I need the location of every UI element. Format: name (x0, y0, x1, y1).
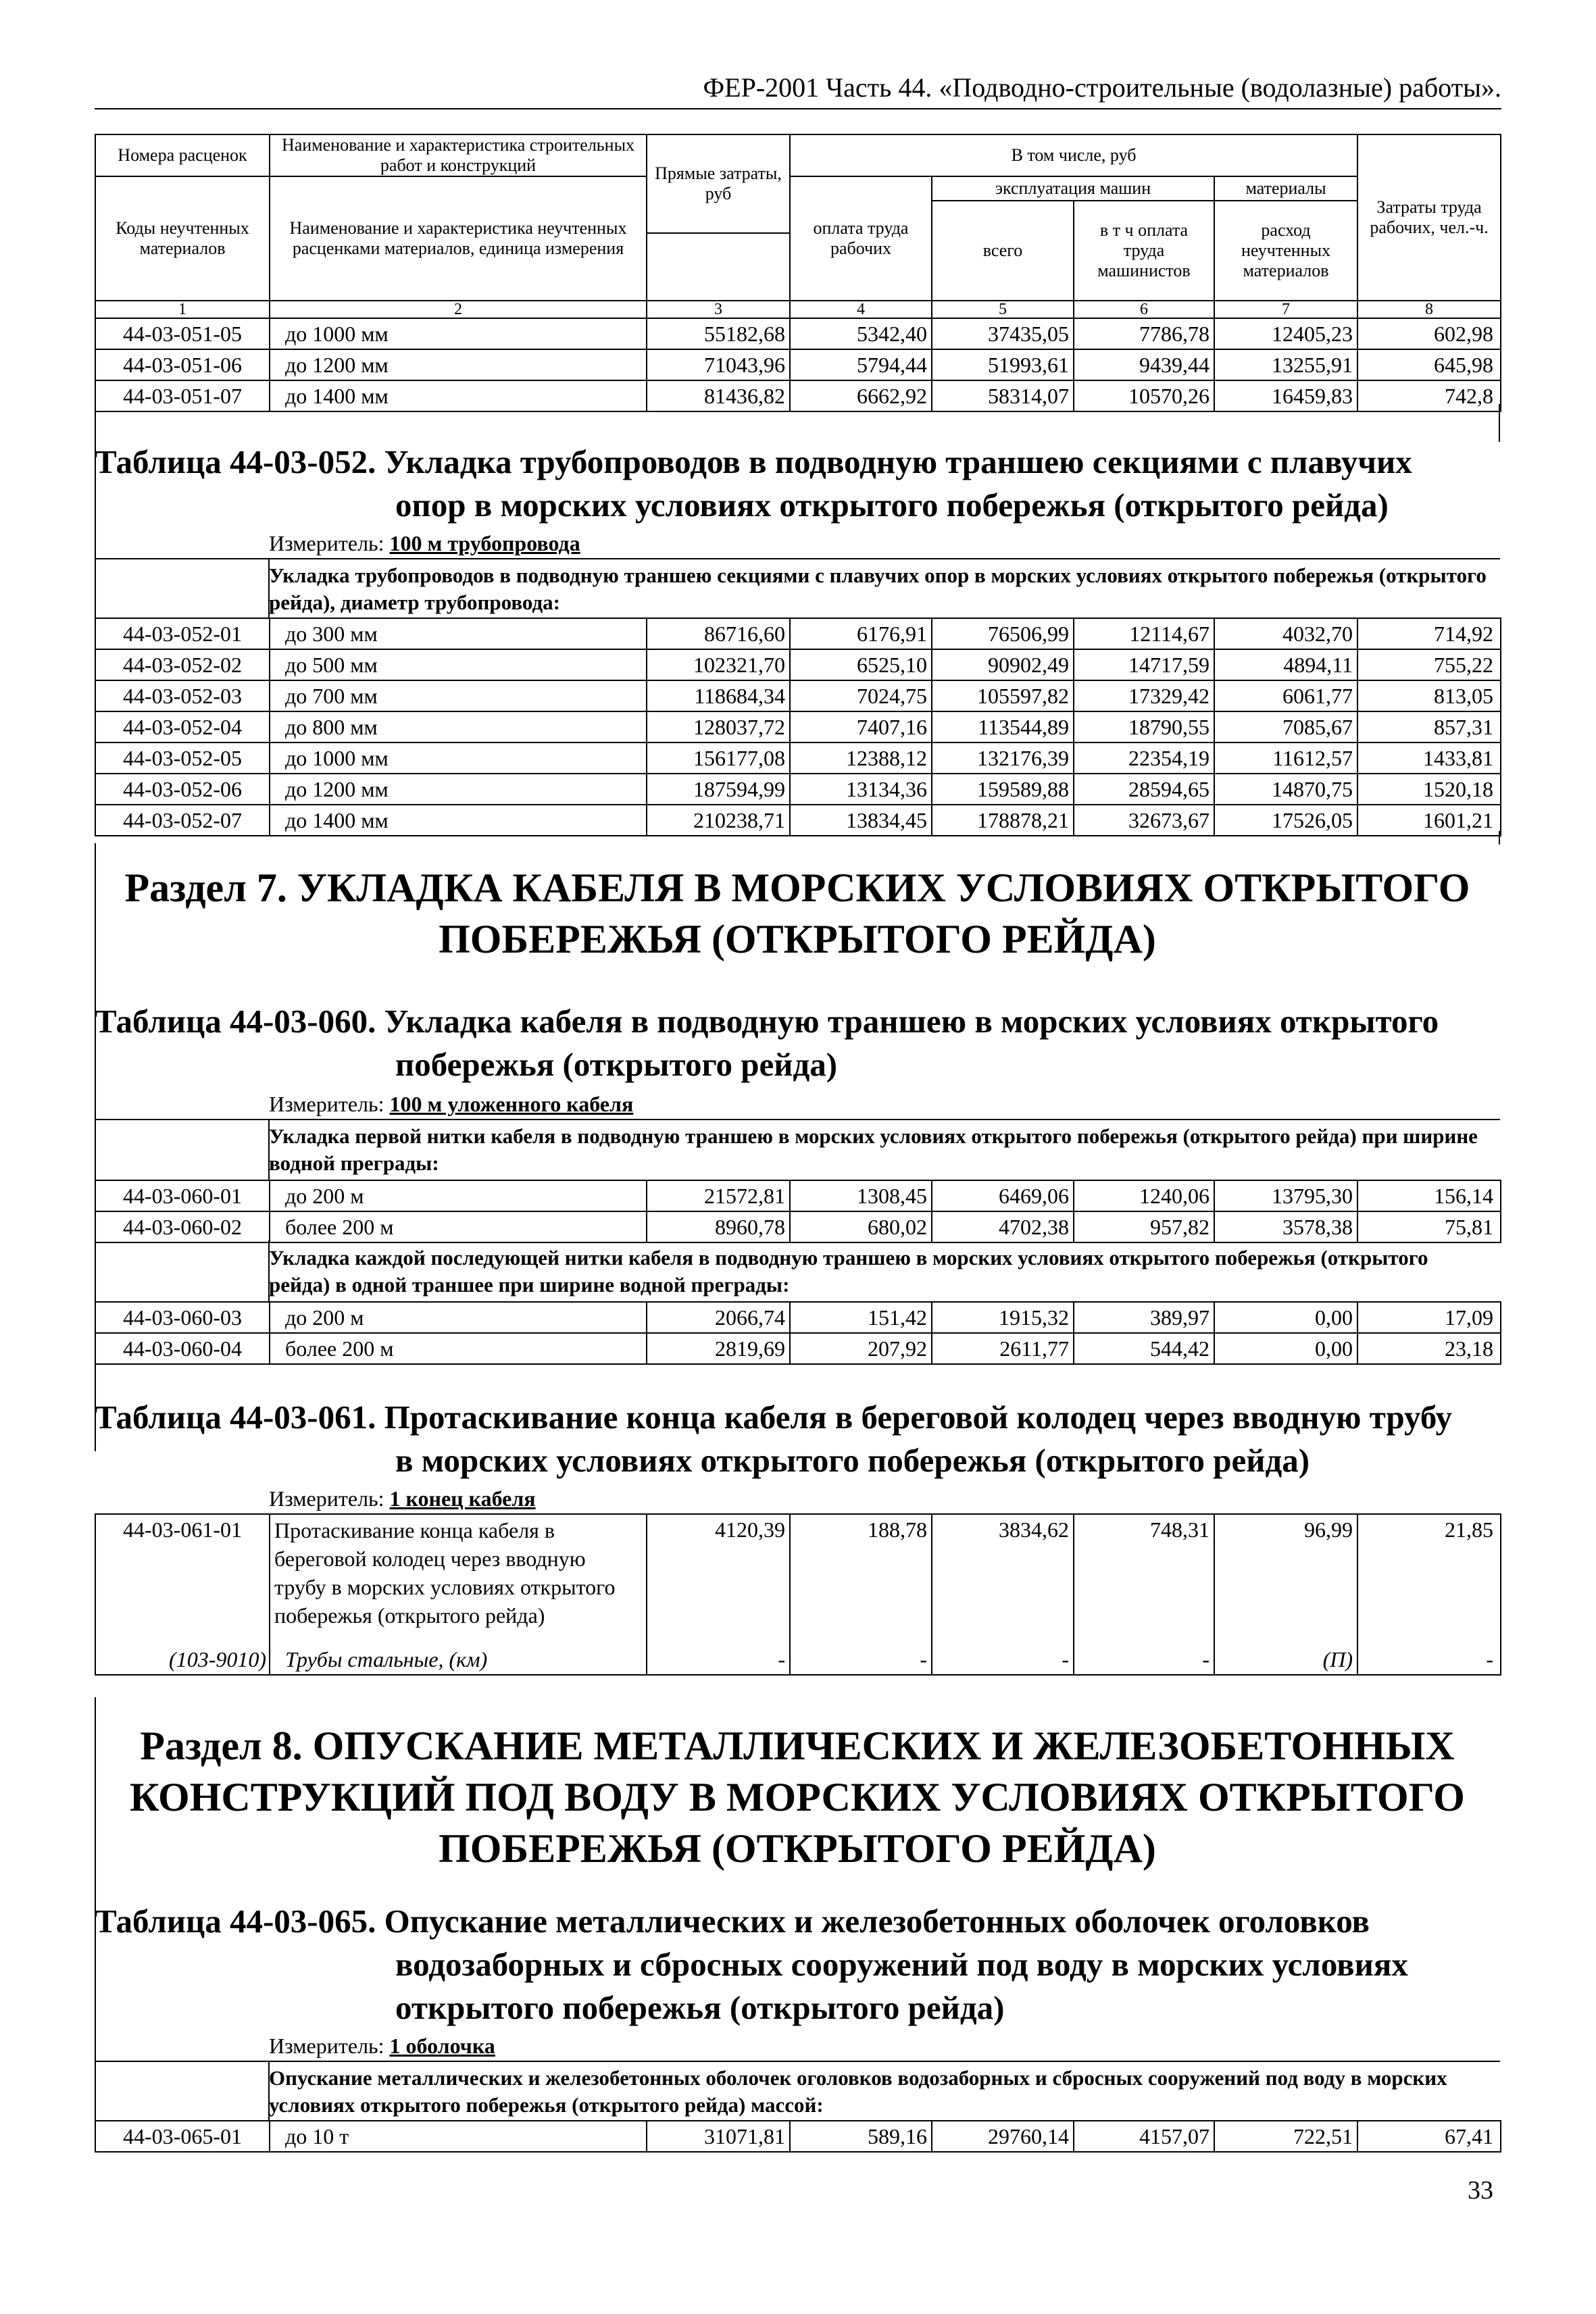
labor-value: 755,22 (1357, 649, 1501, 680)
table-060-subheading-2: Укладка каждой последующей нитки кабеля в подводную траншею в морских условиях открытого побережья (открытого рейда) в одной траншее при ширине водной преграды: (269, 1246, 1428, 1297)
column-number: 4 (790, 301, 932, 318)
frame-right (1499, 831, 1500, 845)
operator-wages-value: 544,42 (1074, 1333, 1214, 1364)
rate-code: 44-03-052-05 (95, 743, 270, 774)
materials-value: 96,99 (1214, 1514, 1357, 1644)
page-header (95, 68, 1501, 109)
rate-name: до 10 т (270, 2121, 647, 2152)
labor-value: 17,09 (1357, 1302, 1501, 1333)
material-row (95, 1644, 1501, 1675)
frame-inner (268, 558, 270, 619)
rate-code: 44-03-060-01 (95, 1180, 270, 1211)
operator-wages-value: 7786,78 (1074, 318, 1214, 349)
machines-total-value: 178878,21 (932, 805, 1074, 836)
table-row (95, 349, 1501, 380)
materials-value: 4032,70 (1214, 618, 1357, 649)
rate-name: более 200 м (270, 1333, 647, 1364)
frame-inner (268, 1240, 270, 1303)
measure-value: 100 м трубопровода (389, 531, 580, 555)
direct-costs-value: 102321,70 (647, 649, 790, 680)
material-consumption-value: (П) (1214, 1644, 1357, 1675)
wages-value: 7024,75 (790, 680, 932, 711)
operator-wages-value: 14717,59 (1074, 649, 1214, 680)
measure-label: Измеритель: (269, 1486, 384, 1511)
material-value: - (647, 1644, 790, 1675)
table-061-measure (269, 1485, 536, 1512)
table-060-part2 (95, 1301, 1501, 1365)
section-7-line2: ПОБЕРЕЖЬЯ (ОТКРЫТОГО РЕЙДА) (439, 917, 1156, 961)
table-052-title-line2: опор в морских условиях открытого побережья (открытого рейда) (395, 486, 1389, 524)
materials-value: 4894,11 (1214, 649, 1357, 680)
table-052-measure (269, 530, 580, 557)
material-name: Трубы стальные, (км) (270, 1644, 647, 1675)
labor-value: 75,81 (1357, 1211, 1501, 1242)
rate-code: 44-03-060-03 (95, 1302, 270, 1333)
direct-costs-value: 55182,68 (647, 318, 790, 349)
machines-total-value: 37435,05 (932, 318, 1074, 349)
header-material-names: Наименование и характеристика неучтенных расценками материалов, единица измерения (270, 176, 647, 301)
materials-value: 7085,67 (1214, 711, 1357, 743)
rate-code: 44-03-051-07 (95, 380, 270, 411)
machines-total-value: 90902,49 (932, 649, 1074, 680)
direct-costs-value: 210238,71 (647, 805, 790, 836)
wages-value: 207,92 (790, 1333, 932, 1364)
table-row (95, 2121, 1501, 2152)
table-row (95, 380, 1501, 411)
rule (95, 1119, 1500, 1120)
table-061-title-line1: Таблица 44-03-061. Протаскивание конца кабеля в береговой колодец через вводную трубу (95, 1399, 1452, 1436)
materials-value: 17526,05 (1214, 805, 1357, 836)
labor-value: 21,85 (1357, 1514, 1501, 1644)
machines-total-value: 132176,39 (932, 743, 1074, 774)
labor-value: 23,18 (1357, 1333, 1501, 1364)
materials-value: 6061,77 (1214, 680, 1357, 711)
direct-costs-value: 71043,96 (647, 349, 790, 380)
table-060-part1 (95, 1180, 1501, 1243)
material-value: - (790, 1644, 932, 1675)
machines-total-value: 159589,88 (932, 774, 1074, 805)
table-061-title (95, 1396, 1514, 1482)
material-value: - (1357, 1644, 1501, 1675)
table-065-title-line1: Таблица 44-03-065. Опускание металлических и железобетонных оболочек оголовков (95, 1903, 1370, 1940)
labor-value: 1520,18 (1357, 774, 1501, 805)
machines-total-value: 29760,14 (932, 2121, 1074, 2152)
direct-costs-value: 2066,74 (647, 1302, 790, 1333)
labor-value: 857,31 (1357, 711, 1501, 743)
machines-total-value: 6469,06 (932, 1180, 1074, 1211)
wages-value: 589,16 (790, 2121, 932, 2152)
machines-total-value: 2611,77 (932, 1333, 1074, 1364)
header-operator-wages: в т ч оплата труда машинистов (1074, 201, 1214, 301)
machines-total-value: 58314,07 (932, 380, 1074, 411)
rate-code: 44-03-060-04 (95, 1333, 270, 1364)
table-row (95, 1211, 1501, 1242)
header-material-consumption: расход неучтенных материалов (1214, 201, 1357, 301)
table-052-title-line1: Таблица 44-03-052. Укладка трубопроводов в подводную траншею секциями с плавучих (95, 443, 1412, 480)
material-value: - (932, 1644, 1074, 1675)
header-rate-number: Номера расценок (95, 134, 270, 176)
operator-wages-value: 1240,06 (1074, 1180, 1214, 1211)
frame-inner (268, 1119, 270, 1181)
table-060-title-line1: Таблица 44-03-060. Укладка кабеля в подводную траншею в морских условиях открытого (95, 1003, 1439, 1040)
column-number: 5 (932, 301, 1074, 318)
direct-costs-value: 118684,34 (647, 680, 790, 711)
column-number: 6 (1074, 301, 1214, 318)
material-code: (103-9010) (95, 1644, 270, 1675)
wages-value: 5794,44 (790, 349, 932, 380)
table-065-title (95, 1900, 1514, 2030)
materials-value: 11612,57 (1214, 743, 1357, 774)
column-number: 7 (1214, 301, 1357, 318)
table-row (95, 743, 1501, 774)
header-machines-total: всего (932, 201, 1074, 301)
rate-code: 44-03-061-01 (95, 1514, 270, 1644)
wages-value: 6662,92 (790, 380, 932, 411)
header-machines: эксплуатация машин (932, 176, 1214, 201)
table-065-measure (269, 2032, 495, 2059)
wages-value: 6176,91 (790, 618, 932, 649)
rate-name: до 1200 мм (270, 349, 647, 380)
machines-total-value: 3834,62 (932, 1514, 1074, 1644)
direct-costs-value: 31071,81 (647, 2121, 790, 2152)
rate-name: более 200 м (270, 1211, 647, 1242)
table-052-subheading: Укладка трубопроводов в подводную траншею секциями с плавучих опор в морских условиях открытого побережья (открытого рейда), диаметр трубопровода: (269, 563, 1487, 614)
wages-value: 680,02 (790, 1211, 932, 1242)
rate-name: Протаскивание конца кабеля в береговой колодец через вводную трубу в морских условиях открытого побережья (открытого рейда) (270, 1514, 647, 1644)
machines-total-value: 105597,82 (932, 680, 1074, 711)
header-wages: оплата труда рабочих (790, 176, 932, 301)
rate-code: 44-03-052-03 (95, 680, 270, 711)
wages-value: 12388,12 (790, 743, 932, 774)
direct-costs-value: 4120,39 (647, 1514, 790, 1644)
machines-total-value: 4702,38 (932, 1211, 1074, 1242)
table-row (95, 680, 1501, 711)
labor-value: 813,05 (1357, 680, 1501, 711)
table-row (95, 1514, 1501, 1644)
machines-total-value: 113544,89 (932, 711, 1074, 743)
column-number: 1 (95, 301, 270, 318)
table-row (95, 649, 1501, 680)
operator-wages-value: 9439,44 (1074, 349, 1214, 380)
rate-code: 44-03-051-06 (95, 349, 270, 380)
labor-value: 602,98 (1357, 318, 1501, 349)
table-060-title (95, 1000, 1514, 1086)
table-052 (95, 618, 1501, 836)
wages-value: 6525,10 (790, 649, 932, 680)
table-row (95, 1302, 1501, 1333)
frame-inner (268, 2061, 270, 2121)
operator-wages-value: 957,82 (1074, 1211, 1214, 1242)
labor-value: 714,92 (1357, 618, 1501, 649)
direct-costs-value: 128037,72 (647, 711, 790, 743)
frame-left (95, 1697, 96, 2123)
rate-code: 44-03-051-05 (95, 318, 270, 349)
rate-name: до 700 мм (270, 680, 647, 711)
rate-name: до 200 м (270, 1180, 647, 1211)
direct-costs-value: 156177,08 (647, 743, 790, 774)
rate-name: до 500 мм (270, 649, 647, 680)
wages-value: 188,78 (790, 1514, 932, 1644)
rate-code: 44-03-052-06 (95, 774, 270, 805)
column-number: 3 (647, 301, 790, 318)
table-061 (95, 1513, 1501, 1676)
operator-wages-value: 4157,07 (1074, 2121, 1214, 2152)
wages-value: 7407,16 (790, 711, 932, 743)
materials-value: 13795,30 (1214, 1180, 1357, 1211)
operator-wages-value: 10570,26 (1074, 380, 1214, 411)
measure-value: 1 оболочка (389, 2034, 495, 2058)
operator-wages-value: 32673,67 (1074, 805, 1214, 836)
operator-wages-value: 748,31 (1074, 1514, 1214, 1644)
section-7-line1: Раздел 7. УКЛАДКА КАБЕЛЯ В МОРСКИХ УСЛОВИЯХ ОТКРЫТОГО (124, 865, 1470, 910)
rate-name: до 1400 мм (270, 380, 647, 411)
table-065-title-line3: открытого побережья (открытого рейда) (395, 1989, 1005, 2026)
table-065 (95, 2120, 1501, 2153)
wages-value: 1308,45 (790, 1180, 932, 1211)
measure-label: Измеритель: (269, 2034, 384, 2058)
material-value: - (1074, 1644, 1214, 1675)
direct-costs-value: 21572,81 (647, 1180, 790, 1211)
materials-value: 722,51 (1214, 2121, 1357, 2152)
table-065-subheading: Опускание металлических и железобетонных оболочек оголовков водозаборных и сбросных сооружений под воду в морских условиях открытого побережья (открытого рейда) массой: (269, 2066, 1447, 2117)
wages-value: 13134,36 (790, 774, 932, 805)
operator-wages-value: 22354,19 (1074, 743, 1214, 774)
operator-wages-value: 12114,67 (1074, 618, 1214, 649)
rate-code: 44-03-065-01 (95, 2121, 270, 2152)
table-row (95, 774, 1501, 805)
rate-code: 44-03-052-02 (95, 649, 270, 680)
materials-value: 3578,38 (1214, 1211, 1357, 1242)
machines-total-value: 1915,32 (932, 1302, 1074, 1333)
labor-value: 156,14 (1357, 1180, 1501, 1211)
header-work-name: Наименование и характеристика строительных работ и конструкций (270, 134, 647, 176)
machines-total-value: 76506,99 (932, 618, 1074, 649)
table-052-title (95, 441, 1514, 527)
wages-value: 151,42 (790, 1302, 932, 1333)
header-including: В том числе, руб (790, 134, 1357, 176)
materials-value: 12405,23 (1214, 318, 1357, 349)
rate-name: до 1200 мм (270, 774, 647, 805)
table-row (95, 618, 1501, 649)
table-row (95, 1180, 1501, 1211)
table-051 (95, 134, 1501, 412)
measure-value: 100 м уложенного кабеля (389, 1092, 634, 1116)
table-065-title-line2: водозаборных и сбросных сооружений под воду в морских условиях (395, 1946, 1408, 1983)
measure-value: 1 конец кабеля (389, 1486, 536, 1511)
labor-value: 1601,21 (1357, 805, 1501, 836)
frame-left (95, 404, 96, 618)
frame-right (1499, 404, 1500, 442)
labor-value: 1433,81 (1357, 743, 1501, 774)
materials-value: 16459,83 (1214, 380, 1357, 411)
table-row (95, 805, 1501, 836)
wages-value: 5342,40 (790, 318, 932, 349)
frame-left (95, 843, 96, 1451)
direct-costs-value: 81436,82 (647, 380, 790, 411)
table-060-subheading-1: Укладка первой нитки кабеля в подводную траншею в морских условиях открытого побережья (открытого рейда) при ширине водной преграды: (269, 1124, 1478, 1175)
materials-value: 0,00 (1214, 1333, 1357, 1364)
rate-code: 44-03-060-02 (95, 1211, 270, 1242)
header-material-codes: Коды неучтенных материалов (95, 176, 270, 301)
rate-name: до 1000 мм (270, 743, 647, 774)
section-8-line2: КОНСТРУКЦИЙ ПОД ВОДУ В МОРСКИХ УСЛОВИЯХ ОТКРЫТОГО (130, 1775, 1465, 1819)
rate-code: 44-03-052-04 (95, 711, 270, 743)
labor-value: 645,98 (1357, 349, 1501, 380)
direct-costs-value: 8960,78 (647, 1211, 790, 1242)
labor-value: 742,8 (1357, 380, 1501, 411)
materials-value: 14870,75 (1214, 774, 1357, 805)
section-8-line3: ПОБЕРЕЖЬЯ (ОТКРЫТОГО РЕЙДА) (439, 1826, 1156, 1871)
header-materials: материалы (1214, 176, 1357, 201)
header-labor: Затраты труда рабочих, чел.-ч. (1357, 134, 1501, 301)
page-number: 33 (1468, 2176, 1493, 2205)
operator-wages-value: 389,97 (1074, 1302, 1214, 1333)
header-direct-costs: Прямые затраты, руб (647, 134, 790, 233)
rate-name: до 200 м (270, 1302, 647, 1333)
table-060-measure (269, 1090, 633, 1117)
measure-label: Измеритель: (269, 531, 384, 555)
rate-name: до 1400 мм (270, 805, 647, 836)
labor-value: 67,41 (1357, 2121, 1501, 2152)
rate-name: до 800 мм (270, 711, 647, 743)
machines-total-value: 51993,61 (932, 349, 1074, 380)
materials-value: 13255,91 (1214, 349, 1357, 380)
table-row (95, 711, 1501, 743)
operator-wages-value: 18790,55 (1074, 711, 1214, 743)
measure-label: Измеритель: (269, 1092, 384, 1116)
rate-code: 44-03-052-01 (95, 618, 270, 649)
page-header-title: ФЕР-2001 Часть 44. «Подводно-строительные (водолазные) работы». (703, 72, 1501, 103)
header-direct-costs-cont (647, 233, 790, 301)
operator-wages-value: 17329,42 (1074, 680, 1214, 711)
materials-value: 0,00 (1214, 1302, 1357, 1333)
table-060-title-line2: побережья (открытого рейда) (395, 1046, 838, 1083)
rate-name: до 300 мм (270, 618, 647, 649)
rule (95, 558, 1500, 559)
rate-name: до 1000 мм (270, 318, 647, 349)
direct-costs-value: 86716,60 (647, 618, 790, 649)
column-number: 8 (1357, 301, 1501, 318)
section-8-line1: Раздел 8. ОПУСКАНИЕ МЕТАЛЛИЧЕСКИХ И ЖЕЛЕЗОБЕТОННЫХ (140, 1724, 1455, 1768)
wages-value: 13834,45 (790, 805, 932, 836)
operator-wages-value: 28594,65 (1074, 774, 1214, 805)
table-row (95, 1333, 1501, 1364)
table-061-title-line2: в морских условиях открытого побережья (открытого рейда) (395, 1442, 1310, 1479)
table-row (95, 318, 1501, 349)
direct-costs-value: 2819,69 (647, 1333, 790, 1364)
rule (95, 2061, 1500, 2062)
section-7-title (95, 862, 1500, 965)
direct-costs-value: 187594,99 (647, 774, 790, 805)
section-8-title (95, 1720, 1500, 1874)
column-number: 2 (270, 301, 647, 318)
rate-code: 44-03-052-07 (95, 805, 270, 836)
